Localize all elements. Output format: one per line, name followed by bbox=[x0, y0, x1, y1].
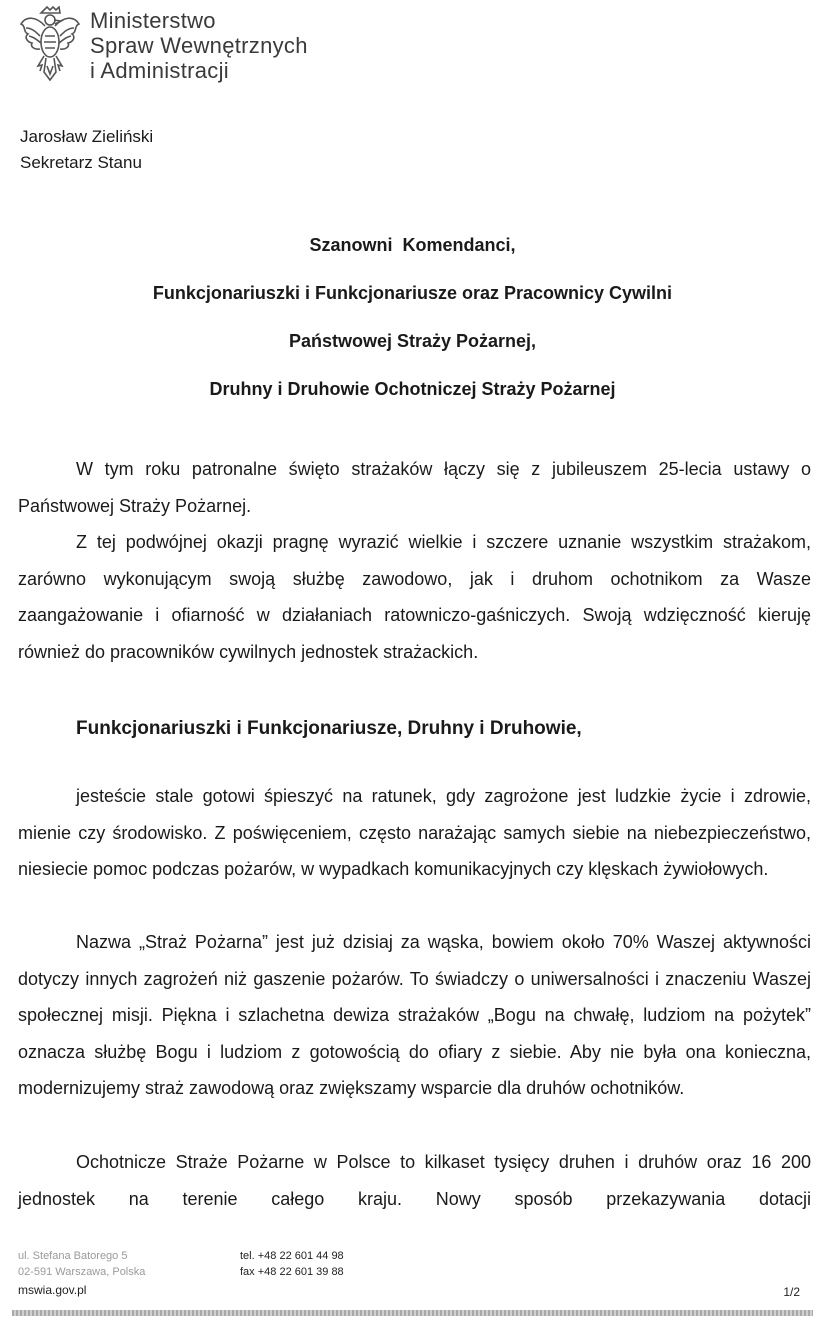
polish-eagle-emblem-icon bbox=[18, 6, 82, 84]
ministry-line-2: Spraw Wewnętrznych bbox=[90, 33, 308, 58]
telephone: tel. +48 22 601 44 98 bbox=[240, 1250, 344, 1262]
paragraph-2-text: Z tej podwójnej okazji pragnę wyrazić wielkie i szczere uznanie wszystkim strażakom, zarówno wykonującym swoją służbę zawodowo, jak i druhom ochotnikom za Wasze zaangażowanie i ofiarność w działaniach ratowniczo-gaśniczych. Swoją wdzięczność kieruję również do pracowników cywilnych jednostek strażackich. bbox=[18, 532, 811, 662]
salutation bbox=[0, 232, 825, 424]
letterhead bbox=[18, 6, 378, 86]
salutation-line-4: Druhny i Druhowie Ochotniczej Straży Pożarnej bbox=[209, 379, 616, 399]
footer-contact bbox=[240, 1248, 344, 1280]
fax: fax +48 22 601 39 88 bbox=[240, 1266, 344, 1278]
ministry-line-1: Ministerstwo bbox=[90, 8, 216, 33]
signer-name: Jarosław Zieliński bbox=[20, 127, 154, 146]
address-line-1: ul. Stefana Batorego 5 bbox=[18, 1250, 128, 1262]
salutation-line-2: Funkcjonariuszki i Funkcjonariusze oraz Pracownicy Cywilni bbox=[152, 283, 673, 303]
page-number: 1/2 bbox=[783, 1285, 800, 1299]
signer-title: Sekretarz Stanu bbox=[20, 153, 142, 172]
address-line-2: 02-591 Warszawa, Polska bbox=[18, 1266, 146, 1278]
paragraph-5-text: Ochotnicze Straże Pożarne w Polsce to kilkaset tysięcy druhen i druhów oraz 16 200 jednostek na terenie całego kraju. Nowy sposób przekazywania dotacji bbox=[18, 1152, 811, 1209]
salutation-line-1: Szanowni Komendanci, bbox=[309, 235, 516, 255]
paragraph-3-text: jesteście stale gotowi śpieszyć na ratunek, gdy zagrożone jest ludzkie życie i zdrowie, mienie czy środowisko. Z poświęceniem, często narażając samych siebie na niebezpieczeństwo, niesiecie pomoc podczas pożarów, w wypadkach komunikacyjnych czy klęskach żywiołowych. bbox=[18, 786, 811, 879]
website-link[interactable]: mswia.gov.pl bbox=[18, 1283, 87, 1297]
bottom-divider bbox=[12, 1310, 813, 1316]
paragraph-2 bbox=[18, 524, 811, 670]
ministry-name bbox=[90, 8, 308, 83]
sub-heading: Funkcjonariuszki i Funkcjonariusze, Druhny i Druhowie, bbox=[76, 718, 582, 739]
paragraph-4 bbox=[18, 924, 811, 1107]
paragraph-3 bbox=[18, 778, 811, 888]
ministry-line-3: i Administracji bbox=[90, 58, 229, 83]
signer-block bbox=[20, 124, 153, 176]
paragraph-1-text: W tym roku patronalne święto strażaków łączy się z jubileuszem 25-lecia ustawy o Państwowej Straży Pożarnej. bbox=[18, 459, 811, 516]
paragraph-5 bbox=[18, 1144, 811, 1217]
paragraph-1 bbox=[18, 451, 811, 524]
paragraph-4-text: Nazwa „Straż Pożarna” jest już dzisiaj za wąska, bowiem około 70% Waszej aktywności dotyczy innych zagrożeń niż gaszenie pożarów. To świadczy o uniwersalności i znaczeniu Waszej społecznej misji. Piękna i szlachetna dewiza strażaków „Bogu na chwałę, ludziom na pożytek” oznacza służbę Bogu i ludziom z gotowością do ofiary z siebie. Aby nie była ona konieczna, modernizujemy straż zawodową oraz zwiększamy wsparcie dla druhów ochotników. bbox=[18, 932, 811, 1098]
footer-address bbox=[18, 1248, 145, 1280]
salutation-line-3: Państwowej Straży Pożarnej, bbox=[288, 331, 537, 351]
